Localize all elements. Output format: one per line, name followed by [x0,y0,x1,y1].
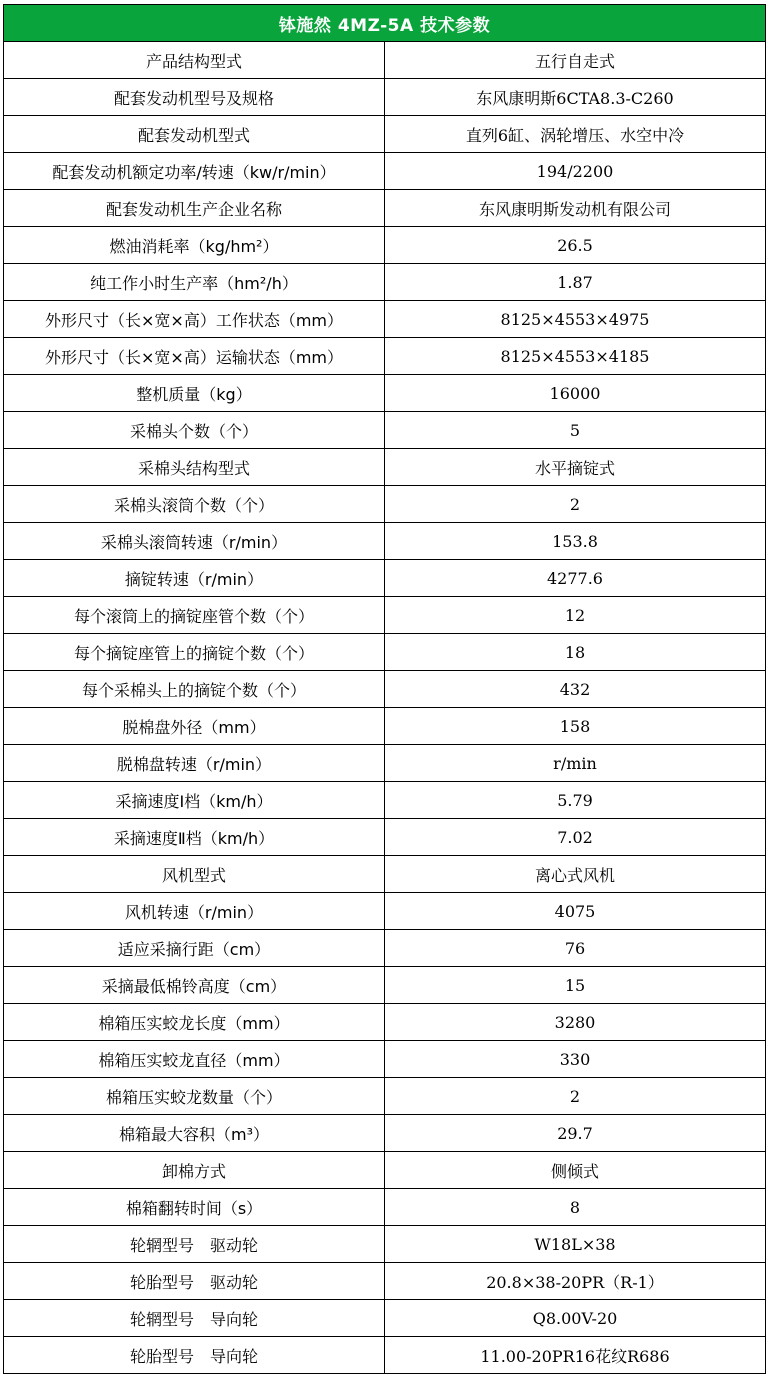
param-value-cell: r/min [385,745,766,782]
table-row [4,1152,766,1189]
param-name-cell: 采棉头滚筒转速（r/min） [4,523,385,560]
table-row [4,486,766,523]
table-row [4,930,766,967]
param-value-cell: 76 [385,930,766,967]
param-value-cell: 8125×4553×4185 [385,338,766,375]
param-name-cell: 外形尺寸（长×宽×高）工作状态（mm） [4,301,385,338]
param-value-cell: 2 [385,486,766,523]
param-value-cell: 水平摘锭式 [385,449,766,486]
table-row [4,375,766,412]
spec-body [4,42,766,1374]
param-value-cell: 3280 [385,1004,766,1041]
param-name-cell: 适应采摘行距（cm） [4,930,385,967]
param-name-cell: 产品结构型式 [4,42,385,79]
param-name-cell: 轮辋型号 导向轮 [4,1300,385,1337]
table-row [4,227,766,264]
param-name-cell: 风机型式 [4,856,385,893]
param-name-cell: 脱棉盘转速（r/min） [4,745,385,782]
param-name-cell: 卸棉方式 [4,1152,385,1189]
table-row [4,819,766,856]
table-row [4,893,766,930]
table-row [4,42,766,79]
param-name-cell: 采棉头个数（个） [4,412,385,449]
param-name-cell: 棉箱压实蛟龙长度（mm） [4,1004,385,1041]
param-value-cell: 12 [385,597,766,634]
table-row [4,1078,766,1115]
table-row [4,745,766,782]
param-name-cell: 轮胎型号 驱动轮 [4,1263,385,1300]
table-row [4,79,766,116]
param-name-cell: 配套发动机型式 [4,116,385,153]
table-row [4,1189,766,1226]
param-name-cell: 外形尺寸（长×宽×高）运输状态（mm） [4,338,385,375]
param-name-cell: 配套发动机额定功率/转速（kw/r/min） [4,153,385,190]
param-value-cell: 15 [385,967,766,1004]
param-name-cell: 棉箱压实蛟龙数量（个） [4,1078,385,1115]
param-name-cell: 采棉头结构型式 [4,449,385,486]
table-row [4,153,766,190]
param-value-cell: 8 [385,1189,766,1226]
param-value-cell: 直列6缸、涡轮增压、水空中冷 [385,116,766,153]
param-value-cell: W18L×38 [385,1226,766,1263]
table-row [4,634,766,671]
table-row [4,1300,766,1337]
param-value-cell: 离心式风机 [385,856,766,893]
table-row [4,856,766,893]
table-row [4,116,766,153]
table-row [4,523,766,560]
param-value-cell: 4075 [385,893,766,930]
table-row [4,1226,766,1263]
param-name-cell: 配套发动机生产企业名称 [4,190,385,227]
table-row [4,782,766,819]
param-value-cell: 五行自走式 [385,42,766,79]
table-row [4,338,766,375]
param-value-cell: 194/2200 [385,153,766,190]
param-name-cell: 每个摘锭座管上的摘锭个数（个） [4,634,385,671]
param-value-cell: 18 [385,634,766,671]
param-value-cell: Q8.00V-20 [385,1300,766,1337]
table-row [4,412,766,449]
param-name-cell: 风机转速（r/min） [4,893,385,930]
param-value-cell: 158 [385,708,766,745]
param-value-cell: 4277.6 [385,560,766,597]
param-name-cell: 采摘速度Ⅱ档（km/h） [4,819,385,856]
param-value-cell: 东风康明斯发动机有限公司 [385,190,766,227]
param-name-cell: 整机质量（kg） [4,375,385,412]
table-row [4,1263,766,1300]
param-value-cell: 29.7 [385,1115,766,1152]
table-row [4,671,766,708]
param-value-cell: 2 [385,1078,766,1115]
param-name-cell: 采棉头滚筒个数（个） [4,486,385,523]
param-name-cell: 脱棉盘外径（mm） [4,708,385,745]
param-name-cell: 棉箱压实蛟龙直径（mm） [4,1041,385,1078]
table-row [4,190,766,227]
table-row [4,967,766,1004]
param-value-cell: 16000 [385,375,766,412]
param-value-cell: 26.5 [385,227,766,264]
table-row [4,449,766,486]
param-name-cell: 轮胎型号 导向轮 [4,1337,385,1374]
table-row [4,1004,766,1041]
param-name-cell: 采摘最低棉铃高度（cm） [4,967,385,1004]
param-value-cell: 330 [385,1041,766,1078]
table-row [4,301,766,338]
table-title: 钵施然 4MZ-5A 技术参数 [4,5,766,42]
param-value-cell: 432 [385,671,766,708]
param-value-cell: 东风康明斯6CTA8.3-C260 [385,79,766,116]
spec-table [3,4,766,1374]
param-name-cell: 棉箱翻转时间（s） [4,1189,385,1226]
param-name-cell: 纯工作小时生产率（hm²/h） [4,264,385,301]
table-row [4,1115,766,1152]
param-value-cell: 153.8 [385,523,766,560]
param-name-cell: 燃油消耗率（kg/hm²） [4,227,385,264]
param-name-cell: 采摘速度Ⅰ档（km/h） [4,782,385,819]
param-name-cell: 摘锭转速（r/min） [4,560,385,597]
param-name-cell: 每个采棉头上的摘锭个数（个） [4,671,385,708]
table-row [4,1337,766,1374]
table-row [4,597,766,634]
param-value-cell: 5 [385,412,766,449]
param-value-cell: 20.8×38-20PR（R-1） [385,1263,766,1300]
param-name-cell: 配套发动机型号及规格 [4,79,385,116]
param-value-cell: 11.00-20PR16花纹R686 [385,1337,766,1374]
table-row [4,264,766,301]
param-value-cell: 侧倾式 [385,1152,766,1189]
table-row [4,1041,766,1078]
table-row [4,560,766,597]
param-name-cell: 棉箱最大容积（m³） [4,1115,385,1152]
table-row [4,708,766,745]
param-name-cell: 轮辋型号 驱动轮 [4,1226,385,1263]
title-row [4,5,766,42]
param-name-cell: 每个滚筒上的摘锭座管个数（个） [4,597,385,634]
param-value-cell: 7.02 [385,819,766,856]
param-value-cell: 8125×4553×4975 [385,301,766,338]
param-value-cell: 1.87 [385,264,766,301]
param-value-cell: 5.79 [385,782,766,819]
